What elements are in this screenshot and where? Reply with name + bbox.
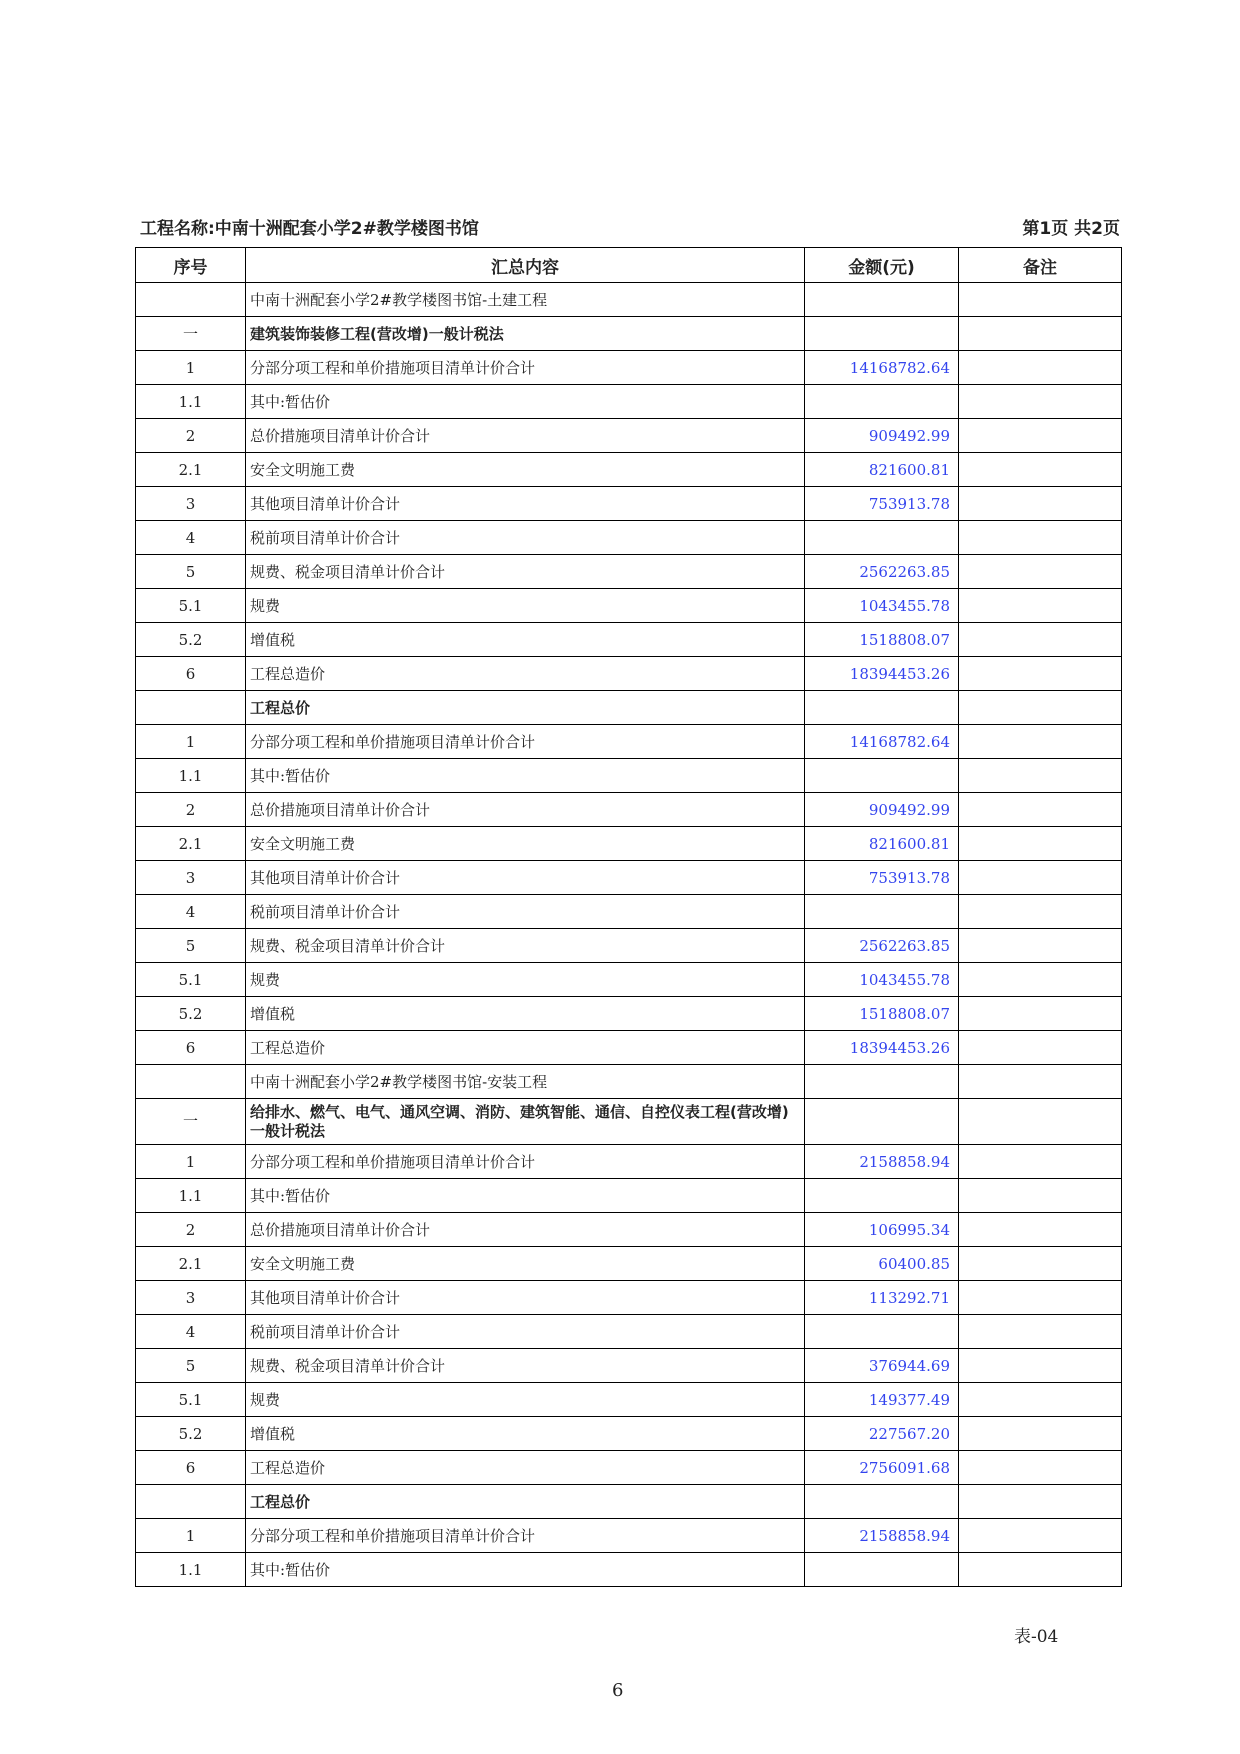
table-row	[136, 929, 1122, 963]
table-row	[136, 1281, 1122, 1315]
cell-remark	[959, 1281, 1122, 1315]
cell-content: 增值税	[246, 997, 805, 1031]
cell-amount: 2158858.94	[805, 1519, 959, 1553]
table-row	[136, 555, 1122, 589]
cell-content: 税前项目清单计价合计	[246, 521, 805, 555]
cell-amount: 18394453.26	[805, 657, 959, 691]
cell-remark	[959, 1031, 1122, 1065]
cell-no: 5.1	[136, 1383, 246, 1417]
cell-content: 税前项目清单计价合计	[246, 895, 805, 929]
page-number: 6	[612, 1680, 624, 1701]
cell-amount: 821600.81	[805, 827, 959, 861]
cell-remark	[959, 385, 1122, 419]
table-header-row	[136, 248, 1122, 283]
cell-content: 其中:暂估价	[246, 385, 805, 419]
table-row	[136, 453, 1122, 487]
cell-remark	[959, 453, 1122, 487]
cell-no	[136, 283, 246, 317]
cell-amount: 909492.99	[805, 419, 959, 453]
cell-no: 2	[136, 793, 246, 827]
cell-no: 5	[136, 555, 246, 589]
cell-no: 1.1	[136, 1179, 246, 1213]
table-row	[136, 1349, 1122, 1383]
cell-no: 5.2	[136, 997, 246, 1031]
table-row	[136, 997, 1122, 1031]
cell-remark	[959, 963, 1122, 997]
table-row	[136, 725, 1122, 759]
cell-content: 安全文明施工费	[246, 827, 805, 861]
table-row	[136, 1099, 1122, 1145]
table-row	[136, 623, 1122, 657]
table-row	[136, 1179, 1122, 1213]
cell-content: 规费	[246, 1383, 805, 1417]
cell-content: 其中:暂估价	[246, 759, 805, 793]
cell-remark	[959, 283, 1122, 317]
table-row	[136, 1315, 1122, 1349]
cell-amount: 376944.69	[805, 1349, 959, 1383]
cell-remark	[959, 623, 1122, 657]
cell-content: 给排水、燃气、电气、通风空调、消防、建筑智能、通信、自控仪表工程(营改增)一般计税法	[246, 1099, 805, 1145]
cell-amount: 60400.85	[805, 1247, 959, 1281]
cell-no: 3	[136, 487, 246, 521]
table-row	[136, 521, 1122, 555]
page-info: 第1页 共2页	[1022, 219, 1120, 239]
table-row	[136, 1145, 1122, 1179]
cell-no: 4	[136, 521, 246, 555]
table-row	[136, 351, 1122, 385]
cell-remark	[959, 1145, 1122, 1179]
cell-content: 规费、税金项目清单计价合计	[246, 555, 805, 589]
section-title: 中南十洲配套小学2#教学楼图书馆-安装工程	[246, 1065, 805, 1099]
cell-remark	[959, 1451, 1122, 1485]
cell-content: 总价措施项目清单计价合计	[246, 1213, 805, 1247]
cell-content: 其中:暂估价	[246, 1179, 805, 1213]
cell-amount	[805, 521, 959, 555]
cell-content: 工程总价	[246, 1485, 805, 1519]
cell-content: 工程总造价	[246, 1031, 805, 1065]
cell-no: 5.1	[136, 963, 246, 997]
cell-no: 1	[136, 1145, 246, 1179]
cell-no	[136, 691, 246, 725]
table-row	[136, 1485, 1122, 1519]
cell-amount: 227567.20	[805, 1417, 959, 1451]
cell-content: 安全文明施工费	[246, 453, 805, 487]
table-row	[136, 1451, 1122, 1485]
cell-amount: 753913.78	[805, 861, 959, 895]
table-row	[136, 385, 1122, 419]
cell-amount: 14168782.64	[805, 725, 959, 759]
cell-content: 增值税	[246, 1417, 805, 1451]
cell-no	[136, 1485, 246, 1519]
cell-remark	[959, 1099, 1122, 1145]
cell-amount	[805, 317, 959, 351]
cell-content: 其中:暂估价	[246, 1553, 805, 1587]
cell-amount	[805, 759, 959, 793]
cell-content: 规费、税金项目清单计价合计	[246, 1349, 805, 1383]
cell-no: 5	[136, 1349, 246, 1383]
cell-content: 总价措施项目清单计价合计	[246, 419, 805, 453]
col-header-amount: 金额(元)	[805, 248, 959, 283]
table-row	[136, 419, 1122, 453]
cell-no: 1.1	[136, 759, 246, 793]
cell-amount: 1043455.78	[805, 589, 959, 623]
cell-remark	[959, 1247, 1122, 1281]
table-row	[136, 895, 1122, 929]
table-row	[136, 1031, 1122, 1065]
col-header-no: 序号	[136, 248, 246, 283]
cell-content: 工程总价	[246, 691, 805, 725]
col-header-content: 汇总内容	[246, 248, 805, 283]
cell-remark	[959, 895, 1122, 929]
cell-no: 3	[136, 1281, 246, 1315]
cell-no: 一	[136, 1099, 246, 1145]
cell-content: 工程总造价	[246, 657, 805, 691]
cell-remark	[959, 997, 1122, 1031]
cell-amount: 1518808.07	[805, 997, 959, 1031]
cell-content: 总价措施项目清单计价合计	[246, 793, 805, 827]
summary-table	[135, 247, 1122, 1587]
table-row	[136, 793, 1122, 827]
cell-content: 增值税	[246, 623, 805, 657]
col-header-remark: 备注	[959, 248, 1122, 283]
table-row	[136, 1213, 1122, 1247]
cell-no: 1.1	[136, 1553, 246, 1587]
cell-content: 其他项目清单计价合计	[246, 1281, 805, 1315]
cell-remark	[959, 827, 1122, 861]
section-title: 中南十洲配套小学2#教学楼图书馆-土建工程	[246, 283, 805, 317]
table-row	[136, 1383, 1122, 1417]
cell-no: 一	[136, 317, 246, 351]
cell-amount	[805, 283, 959, 317]
table-row	[136, 963, 1122, 997]
cell-remark	[959, 487, 1122, 521]
cell-content: 其他项目清单计价合计	[246, 487, 805, 521]
cell-content: 税前项目清单计价合计	[246, 1315, 805, 1349]
cell-amount: 821600.81	[805, 453, 959, 487]
table-row	[136, 1519, 1122, 1553]
cell-no: 2.1	[136, 453, 246, 487]
cell-amount	[805, 1179, 959, 1213]
cell-remark	[959, 1519, 1122, 1553]
table-row	[136, 1247, 1122, 1281]
cell-no: 2.1	[136, 827, 246, 861]
cell-remark	[959, 691, 1122, 725]
cell-remark	[959, 657, 1122, 691]
cell-remark	[959, 759, 1122, 793]
cell-no: 5.2	[136, 1417, 246, 1451]
cell-amount	[805, 1315, 959, 1349]
cell-remark	[959, 929, 1122, 963]
cell-remark	[959, 1179, 1122, 1213]
cell-no: 5.1	[136, 589, 246, 623]
cell-amount: 18394453.26	[805, 1031, 959, 1065]
cell-remark	[959, 861, 1122, 895]
cell-no: 3	[136, 861, 246, 895]
cell-remark	[959, 555, 1122, 589]
section-row	[136, 1065, 1122, 1099]
form-number: 表-04	[1014, 1627, 1059, 1647]
cell-amount: 14168782.64	[805, 351, 959, 385]
cell-amount: 1518808.07	[805, 623, 959, 657]
table-row	[136, 589, 1122, 623]
cell-no: 2	[136, 1213, 246, 1247]
cell-amount	[805, 895, 959, 929]
cell-no: 5	[136, 929, 246, 963]
cell-content: 建筑装饰装修工程(营改增)一般计税法	[246, 317, 805, 351]
cell-remark	[959, 351, 1122, 385]
cell-amount: 1043455.78	[805, 963, 959, 997]
cell-amount: 753913.78	[805, 487, 959, 521]
cell-amount	[805, 691, 959, 725]
cell-amount	[805, 385, 959, 419]
table-row	[136, 827, 1122, 861]
cell-amount: 909492.99	[805, 793, 959, 827]
cell-remark	[959, 317, 1122, 351]
cell-no	[136, 1065, 246, 1099]
cell-remark	[959, 1315, 1122, 1349]
cell-amount	[805, 1485, 959, 1519]
cell-no: 4	[136, 895, 246, 929]
cell-remark	[959, 521, 1122, 555]
cell-content: 分部分项工程和单价措施项目清单计价合计	[246, 351, 805, 385]
cell-remark	[959, 589, 1122, 623]
cell-remark	[959, 793, 1122, 827]
cell-no: 6	[136, 1451, 246, 1485]
cell-remark	[959, 1485, 1122, 1519]
cell-content: 规费	[246, 589, 805, 623]
table-row	[136, 861, 1122, 895]
cell-amount: 2562263.85	[805, 929, 959, 963]
cell-remark	[959, 725, 1122, 759]
cell-no: 1	[136, 351, 246, 385]
cell-remark	[959, 419, 1122, 453]
cell-content: 规费	[246, 963, 805, 997]
cell-content: 工程总造价	[246, 1451, 805, 1485]
table-row	[136, 691, 1122, 725]
cell-amount: 113292.71	[805, 1281, 959, 1315]
table-row	[136, 487, 1122, 521]
cell-remark	[959, 1553, 1122, 1587]
cell-amount: 2756091.68	[805, 1451, 959, 1485]
table-row	[136, 657, 1122, 691]
cell-amount: 149377.49	[805, 1383, 959, 1417]
table-row	[136, 1553, 1122, 1587]
cell-amount: 2158858.94	[805, 1145, 959, 1179]
cell-amount	[805, 1099, 959, 1145]
cell-no: 6	[136, 657, 246, 691]
cell-remark	[959, 1213, 1122, 1247]
cell-no: 6	[136, 1031, 246, 1065]
cell-no: 4	[136, 1315, 246, 1349]
table-row	[136, 759, 1122, 793]
cell-amount	[805, 1065, 959, 1099]
cell-amount: 2562263.85	[805, 555, 959, 589]
cell-no: 1	[136, 1519, 246, 1553]
cell-remark	[959, 1065, 1122, 1099]
cell-amount: 106995.34	[805, 1213, 959, 1247]
cell-remark	[959, 1349, 1122, 1383]
section-row	[136, 283, 1122, 317]
cell-content: 分部分项工程和单价措施项目清单计价合计	[246, 725, 805, 759]
cell-content: 分部分项工程和单价措施项目清单计价合计	[246, 1145, 805, 1179]
cell-no: 5.2	[136, 623, 246, 657]
cell-no: 1.1	[136, 385, 246, 419]
cell-amount	[805, 1553, 959, 1587]
cell-no: 2	[136, 419, 246, 453]
cell-no: 2.1	[136, 1247, 246, 1281]
cell-content: 分部分项工程和单价措施项目清单计价合计	[246, 1519, 805, 1553]
cell-content: 规费、税金项目清单计价合计	[246, 929, 805, 963]
table-row	[136, 1417, 1122, 1451]
cell-content: 其他项目清单计价合计	[246, 861, 805, 895]
cell-content: 安全文明施工费	[246, 1247, 805, 1281]
project-name: 工程名称:中南十洲配套小学2#教学楼图书馆	[140, 219, 479, 239]
cell-no: 1	[136, 725, 246, 759]
cell-remark	[959, 1417, 1122, 1451]
table-row	[136, 317, 1122, 351]
cell-remark	[959, 1383, 1122, 1417]
